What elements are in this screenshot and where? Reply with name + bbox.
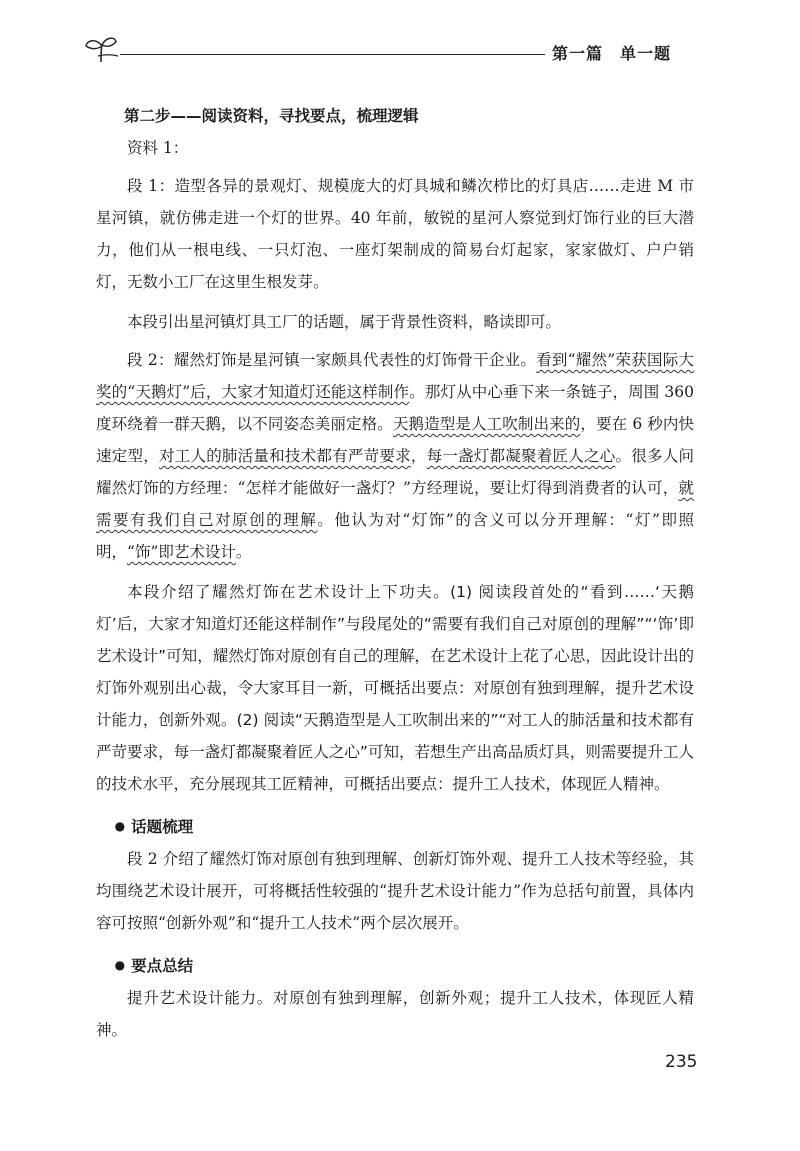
page-number: 235	[665, 1052, 698, 1072]
summary-text: 提升艺术设计能力。对原创有独到理解，创新外观；提升工人技术，体现匠人精神。	[96, 989, 694, 1039]
running-head: 第一篇 单一题	[552, 44, 672, 63]
p2-key-phrase: 对工人的肺活量和技术都有严苛要求	[158, 447, 411, 465]
p2-sentence: 。他认为对“灯饰”的含义可以分开理解：“灯”即照明，	[96, 511, 694, 561]
p2-sentence: 。很多人问耀然灯饰的方经理：“怎样才能做好一盏灯？”方经理说，要让灯得到消费者的认可，	[96, 447, 694, 497]
p2-sentence: 。	[235, 543, 252, 561]
material-label: 资料 1：	[127, 139, 189, 157]
page-content	[96, 100, 694, 1046]
header-rule	[120, 54, 545, 55]
sprout-icon	[84, 34, 118, 64]
paragraph-2	[96, 344, 694, 568]
filled-circle-icon: ●	[114, 958, 126, 972]
paragraph-1: 段 1：造型各异的景观灯、规模庞大的灯具城和鳞次栉比的灯具店……走进 M 市星河镇，就仿佛走进一个灯的世界。40 年前，敏锐的星河人察觉到灯饰行业的巨大潜力，他们从一根电线、一只灯泡、一座灯架制成的简易台灯起家，家家做灯、户户销灯，无数小工厂在这里生根发芽。	[96, 177, 694, 291]
p2-sentence: ，要在 6 秒内快速定型，	[96, 415, 694, 465]
p2-key-phrase: 看到“耀然”荣获国际大奖的“天鹅灯”后，大家才知道灯还能这样制作	[96, 351, 694, 401]
paragraph-1-note: 本段引出星河镇灯具工厂的话题，属于背景性资料，略读即可。	[127, 313, 562, 331]
summary-heading-label: 要点总结	[131, 957, 194, 975]
topic-heading-label: 话题梳理	[131, 818, 194, 836]
step-title: 第二步——阅读资料，寻找要点，梳理逻辑	[124, 107, 419, 125]
topic-text: 段 2 介绍了耀然灯饰对原创有独到理解、创新灯饰外观、提升工人技术等经验，其均围绕艺术设计展开，可将概括性较强的“提升艺术设计能力”作为总括句前置，具体内容可按照“创新外观”和“提升工人技术”两个层次展开。	[96, 850, 694, 932]
p2-sentence: ，	[410, 447, 427, 465]
summary-heading	[96, 949, 694, 982]
p2-sentence: 。那灯从中心垂下来一条链子，周围 360 度环绕着一群天鹅，以不同姿态美丽定格。	[96, 383, 694, 433]
p2-sentence: 段 2：耀然灯饰是星河镇一家颇具代表性的灯饰骨干企业。	[127, 351, 537, 369]
topic-heading	[96, 810, 694, 843]
p2-key-phrase: “饰”即艺术设计	[127, 543, 236, 561]
p2-key-phrase: 每一盏灯都凝聚着匠人之心	[426, 447, 616, 465]
filled-circle-icon: ●	[114, 819, 126, 833]
p2-key-phrase: 就需要有我们自己对原创的理解	[96, 479, 694, 529]
p2-key-phrase: 天鹅造型是人工吹制出来的	[392, 415, 581, 433]
paragraph-2-note: 本段介绍了耀然灯饰在艺术设计上下功夫。(1) 阅读段首处的“看到……‘天鹅灯’后，大家才知道灯还能这样制作”与段尾处的“需要有我们自己对原创的理解”“‘饰’即艺术设计”可知，耀然灯饰对原创有自己的理解，在艺术设计上花了心思，因此设计出的灯饰外观别出心裁，令大家耳目一新，可概括出要点：对原创有独到理解，提升艺术设计能力，创新外观。(2) 阅读“天鹅造型是人工吹制出来的”“对工人的肺活量和技术都有严苛要求，每一盏灯都凝聚着匠人之心”可知，若想生产出高品质灯具，则需要提升工人的技术水平，充分展现其工匠精神，可概括出要点：提升工人技术，体现匠人精神。	[96, 583, 694, 793]
